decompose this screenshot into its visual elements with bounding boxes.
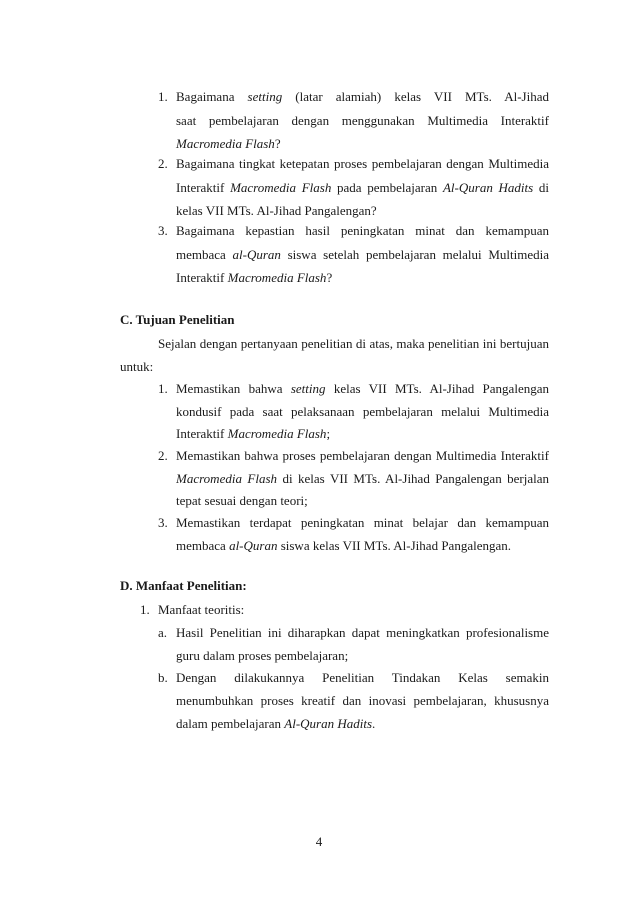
benefit-number: a. <box>158 625 168 640</box>
text-run: membaca <box>176 537 230 553</box>
italic-text: Al-Quran Hadits <box>442 179 534 195</box>
benefit-line <box>176 624 549 642</box>
text-run: menumbuhkan proses kreatif dan inovasi pembelajaran, khususnya <box>176 693 549 708</box>
objective-line <box>176 447 549 465</box>
text-run: (latar alamiah) kelas VII MTs. Al-Jihad <box>295 89 549 104</box>
text-run: Interaktif <box>176 179 231 195</box>
research-question-line <box>176 246 549 264</box>
italic-text: Macromedia Flash <box>176 470 278 486</box>
section-c-intro-line-1: Sejalan dengan pertanyaan penelitian di atas, maka penelitian ini bertujuan <box>158 336 549 351</box>
text-run: . <box>372 716 376 731</box>
benefit-line <box>176 715 375 733</box>
theoretical-benefit-label: Manfaat teoritis: <box>158 602 245 617</box>
benefit-line <box>176 647 348 665</box>
research-question-line <box>176 155 549 173</box>
text-run: saat pembelajaran dengan menggunakan Multimedia Interaktif <box>176 112 549 128</box>
text-run: dalam pembelajaran <box>176 716 285 731</box>
section-c-intro-line-2: untuk: <box>120 359 154 374</box>
text-run: di kelas VII MTs. Al-Jihad Pangalengan berjalan <box>277 470 549 486</box>
objective-number: 2. <box>158 448 168 463</box>
italic-text: al-Quran <box>232 246 281 262</box>
text-run: kondusif pada saat pelaksanaan pembelajaran melalui Multimedia <box>176 403 549 419</box>
benefit-number: b. <box>158 670 168 685</box>
section-c-heading: C. Tujuan Penelitian <box>120 312 235 327</box>
objective-line <box>176 425 330 443</box>
text-run: di <box>533 179 549 195</box>
text-run: Memastikan bahwa <box>176 381 291 396</box>
objective-line <box>176 470 549 488</box>
benefit-line <box>176 669 549 687</box>
research-question-line <box>176 222 549 240</box>
text-run: Bagaimana <box>176 89 248 104</box>
italic-text: Macromedia Flash <box>227 270 327 285</box>
research-question-number: 2. <box>158 156 168 171</box>
objective-number: 1. <box>158 381 168 396</box>
research-question-line <box>176 135 281 153</box>
research-question-number: 1. <box>158 89 168 104</box>
text-run: ; <box>326 426 331 441</box>
text-run: Dengan dilakukannya Penelitian Tindakan Kelas semakin <box>176 670 549 685</box>
italic-text: setting <box>290 381 326 396</box>
text-run: ? <box>274 136 281 151</box>
theoretical-benefit-number: 1. <box>140 602 150 617</box>
text-run: Memastikan terdapat peningkatan minat belajar dan kemampuan <box>176 515 549 530</box>
text-run: tepat sesuai dengan teori; <box>176 493 308 508</box>
text-run: pada pembelajaran <box>331 179 443 195</box>
italic-text: al-Quran <box>229 537 278 553</box>
research-question-number: 3. <box>158 223 168 238</box>
benefit-line <box>176 692 549 710</box>
research-question-line <box>176 112 549 130</box>
text-run: ? <box>326 270 333 285</box>
text-run: Memastikan bahwa proses pembelajaran dengan Multimedia Interaktif <box>176 448 549 463</box>
text-run: siswa kelas VII MTs. Al-Jihad Pangalengan. <box>277 537 511 553</box>
text-run: Bagaimana kepastian hasil peningkatan minat dan kemampuan <box>176 223 549 238</box>
text-run: Hasil Penelitian ini diharapkan dapat meningkatkan profesionalisme <box>176 625 549 640</box>
research-question-line <box>176 202 377 220</box>
italic-text: Macromedia Flash <box>230 179 332 195</box>
text-run: Interaktif <box>176 270 228 285</box>
italic-text: Macromedia Flash <box>176 136 275 151</box>
text-run: Interaktif <box>176 426 228 441</box>
text-run: siswa setelah pembelajaran melalui Multimedia <box>280 246 549 262</box>
objective-line <box>176 380 549 398</box>
text-run: Bagaimana tingkat ketepatan proses pembelajaran dengan Multimedia <box>176 156 549 171</box>
objective-number: 3. <box>158 515 168 530</box>
text-run: membaca <box>176 246 233 262</box>
text-run: kelas VII MTs. Al-Jihad Pangalengan <box>325 381 549 396</box>
text-run: kelas VII MTs. Al-Jihad Pangalengan? <box>176 203 377 218</box>
italic-text: setting <box>247 89 283 104</box>
objective-line <box>176 514 549 532</box>
research-question-line <box>176 269 332 287</box>
italic-text: Al-Quran Hadits <box>284 716 373 731</box>
text-run: guru dalam proses pembelajaran; <box>176 648 349 663</box>
objective-line <box>176 403 549 421</box>
section-d-heading: D. Manfaat Penelitian: <box>120 578 247 593</box>
objective-line <box>176 537 511 555</box>
research-question-line <box>176 88 549 106</box>
objective-line <box>176 492 308 510</box>
italic-text: Macromedia Flash <box>227 426 327 441</box>
page-number: 4 <box>315 834 323 849</box>
research-question-line <box>176 179 549 197</box>
